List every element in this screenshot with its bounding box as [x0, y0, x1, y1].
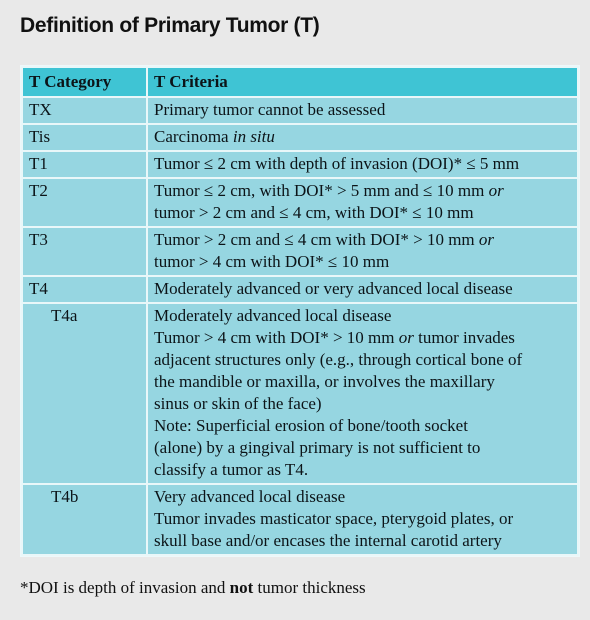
page-title: Definition of Primary Tumor (T): [20, 14, 320, 37]
header-t-category: T Category: [22, 67, 147, 97]
table-row-t3: [22, 227, 578, 276]
table-row-t1: [22, 151, 578, 178]
criteria-line: adjacent structures only (e.g., through cortical bone of: [154, 350, 523, 369]
criteria-italic-text: or: [398, 328, 414, 347]
criteria-table: [21, 66, 579, 556]
criteria-line: the mandible or maxilla, or involves the maxillary: [154, 372, 495, 391]
criteria-cell: [147, 178, 578, 227]
criteria-line: Note: Superficial erosion of bone/tooth socket: [154, 416, 468, 435]
category-cell: Tis: [22, 124, 147, 151]
criteria-line: sinus or skin of the face): [154, 394, 322, 413]
criteria-line: [154, 327, 571, 349]
subcategory-cell: T4a: [22, 303, 147, 484]
criteria-line: [154, 229, 571, 251]
criteria-cell: [147, 227, 578, 276]
criteria-cell: Primary tumor cannot be assessed: [147, 97, 578, 124]
criteria-cell: [147, 484, 578, 555]
criteria-line: tumor > 4 cm with DOI* ≤ 10 mm: [154, 252, 390, 271]
category-cell: T3: [22, 227, 147, 276]
category-cell: T2: [22, 178, 147, 227]
criteria-text: Carcinoma: [154, 127, 233, 146]
category-cell: T1: [22, 151, 147, 178]
table-row-t2: [22, 178, 578, 227]
header-t-criteria: T Criteria: [147, 67, 578, 97]
criteria-italic-text: or: [478, 230, 495, 249]
t-category-table: [20, 65, 580, 557]
criteria-line: Tumor invades masticator space, pterygoid plates, or: [154, 509, 514, 528]
criteria-text: tumor invades: [413, 328, 515, 347]
footnote-bold-text: not: [229, 578, 254, 597]
footnote-text: tumor thickness: [253, 578, 366, 597]
criteria-line: tumor > 2 cm and ≤ 4 cm, with DOI* ≤ 10 mm: [154, 203, 474, 222]
category-cell: TX: [22, 97, 147, 124]
table-row-t4a: [22, 303, 578, 484]
criteria-text: Tumor ≤ 2 cm, with DOI* > 5 mm and ≤ 10 mm: [154, 181, 489, 200]
footnote-text: *DOI is depth of invasion and: [20, 578, 230, 597]
table-row-tx: [22, 97, 578, 124]
criteria-line: Very advanced local disease: [154, 487, 346, 506]
table-header-row: [22, 67, 578, 97]
criteria-line: Moderately advanced local disease: [154, 306, 392, 325]
criteria-italic-text: in situ: [232, 127, 275, 146]
criteria-cell: [147, 124, 578, 151]
criteria-line: (alone) by a gingival primary is not sufficient to: [154, 438, 481, 457]
criteria-line: [154, 180, 571, 202]
criteria-text: Tumor > 2 cm and ≤ 4 cm with DOI* > 10 mm: [154, 230, 479, 249]
criteria-cell: Tumor ≤ 2 cm with depth of invasion (DOI)* ≤ 5 mm: [147, 151, 578, 178]
criteria-italic-text: or: [488, 181, 504, 200]
table-row-t4: [22, 276, 578, 303]
criteria-line: skull base and/or encases the internal carotid artery: [154, 531, 502, 550]
table-row-t4b: [22, 484, 578, 555]
category-cell: T4: [22, 276, 147, 303]
footnote: [20, 578, 366, 598]
subcategory-cell: T4b: [22, 484, 147, 555]
criteria-cell: [147, 303, 578, 484]
criteria-text: Tumor > 4 cm with DOI* > 10 mm: [154, 328, 399, 347]
table-row-tis: [22, 124, 578, 151]
criteria-line: classify a tumor as T4.: [154, 460, 309, 479]
criteria-cell: Moderately advanced or very advanced local disease: [147, 276, 578, 303]
